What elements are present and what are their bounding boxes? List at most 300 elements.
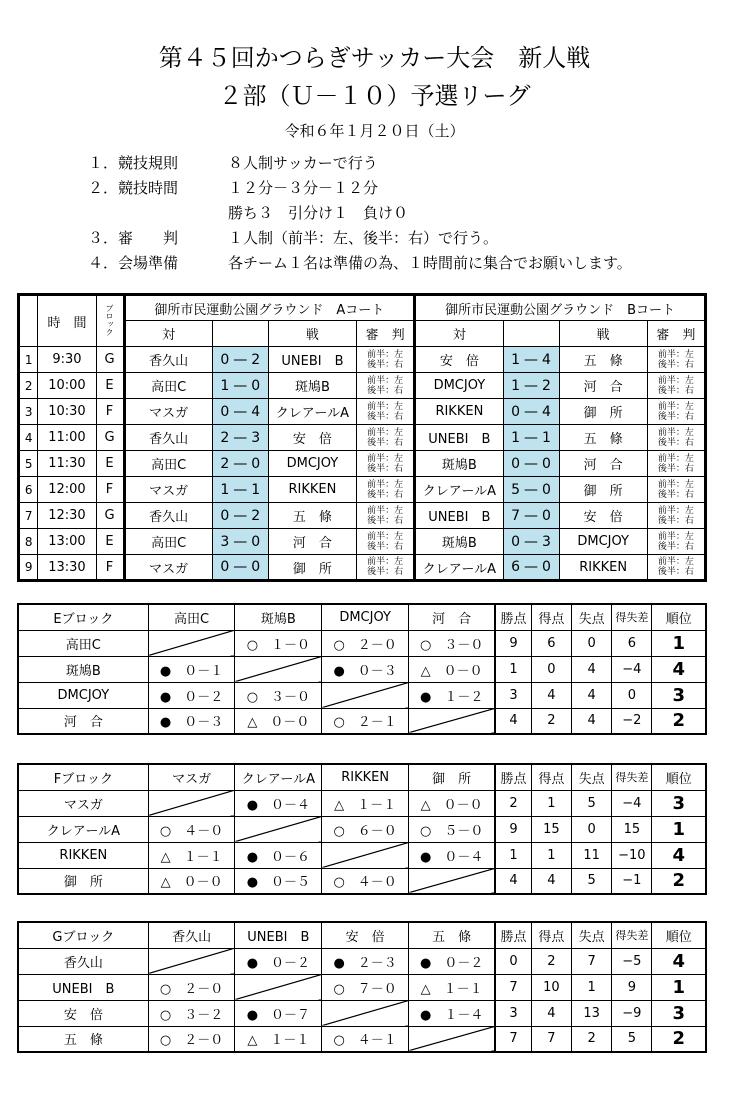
referee-first-half: 前半：左 [367,479,404,490]
opponent-header: 河 合 [409,604,496,630]
referee-second-half: 後半：右 [367,515,404,526]
court-a-away-team: 斑鳩B [268,373,356,399]
match-time: 13:00 [38,529,96,555]
match-index: 4 [19,425,38,451]
referee-first-half: 前半：左 [657,453,694,464]
away-goals: 0 [542,559,551,575]
referee-first-half: 前半：左 [367,375,404,386]
away-goals: 0 [542,455,551,472]
goals-against: 5 [572,868,612,894]
referee-first-half: 前半：左 [657,427,694,438]
court-a-referee [357,347,415,373]
away-goals: 2 [542,377,551,394]
match-index: 1 [19,347,38,373]
standings-row [18,948,706,974]
goal-difference: 6 [612,630,652,656]
referee-second-half: 後半：右 [367,385,404,396]
home-goals: 0 [220,559,230,575]
match-time: 10:00 [38,373,96,399]
header-referee: 審 判 [357,321,415,347]
court-b-score [503,425,559,451]
header-block [96,295,124,347]
court-a-away-team: 御 所 [268,555,356,581]
rule-text: 勝ち３ 引分け１ 負け０ [228,204,409,222]
score-dash: — [233,403,248,420]
match-result: ● ０－１ [148,656,235,682]
standings-row [18,974,706,1000]
match-result: ○ ４－０ [148,816,235,842]
court-a-away-team: 河 合 [268,529,356,555]
schedule-row [19,503,706,529]
home-goals: 6 [511,559,520,575]
referee-second-half: 後半：右 [657,359,694,370]
score-dash: — [233,533,248,550]
referee-second-half: 後半：右 [657,411,694,422]
match-time: 9:30 [38,347,96,373]
team-name: UNEBI B [18,974,148,1000]
goals-against: 11 [572,842,612,868]
block-g-table [17,921,707,1053]
match-result: △ ０－０ [409,790,496,816]
rule-label: ３．審 判 [88,229,179,247]
rule-text: １２分－３分－１２分 [228,179,379,197]
court-a-home-team: マスガ [124,477,212,503]
home-goals: 0 [511,403,520,420]
score-dash: — [524,533,538,550]
block-name: Fブロック [18,764,148,790]
court-a-away-team: クレアールA [268,399,356,425]
goal-difference: −4 [612,790,652,816]
self-match-diagonal [322,842,409,868]
standings-row [18,790,706,816]
header-sen: 戦 [559,321,647,347]
page-title: 第４５回かつらぎサッカー大会 新人戦 [158,44,591,72]
stat-header: 失点 [572,764,612,790]
away-goals: 4 [542,403,551,420]
goal-difference: −2 [612,708,652,734]
self-match-diagonal [409,708,496,734]
match-result: ○ ５－０ [409,816,496,842]
court-a-score [212,503,268,529]
away-goals: 2 [251,507,261,524]
referee-first-half: 前半：左 [657,479,694,490]
self-match-diagonal [148,790,235,816]
court-b-home-team: 斑鳩B [415,451,503,477]
match-result: ● ０－２ [235,948,322,974]
stat-header: 得点 [531,922,571,948]
stat-header: 順位 [652,922,706,948]
team-name: DMCJOY [18,682,148,708]
referee-second-half: 後半：右 [367,463,404,474]
referee-second-half: 後半：右 [657,463,694,474]
referee-second-half: 後半：右 [657,567,694,577]
rank: 1 [652,974,706,1000]
rank: 2 [652,708,706,734]
referee-first-half: 前半：左 [657,349,694,360]
team-name: 斑鳩B [18,656,148,682]
home-goals: 3 [220,533,230,550]
self-match-diagonal [322,682,409,708]
home-goals: 5 [511,481,520,498]
match-result: ○ ３－２ [148,1000,235,1026]
opponent-header: DMCJOY [322,604,409,630]
match-index: 5 [19,451,38,477]
rank: 4 [652,656,706,682]
goals-against: 4 [572,708,612,734]
stat-header: 勝点 [495,604,531,630]
team-name: 河 合 [18,708,148,734]
points: 2 [495,790,531,816]
schedule-row [19,555,706,581]
court-b-referee [647,399,705,425]
court-b-score [503,529,559,555]
goals-for: 2 [531,708,571,734]
points: 9 [495,630,531,656]
court-b-home-team: RIKKEN [415,399,503,425]
schedule-row [19,451,706,477]
points: 3 [495,1000,531,1026]
standings-row [18,682,706,708]
referee-first-half: 前半：左 [657,375,694,386]
goal-difference: −5 [612,948,652,974]
stat-header: 得失差 [612,764,652,790]
match-result: ● ０－２ [148,682,235,708]
match-result: ○ ２－１ [322,708,409,734]
self-match-diagonal [235,816,322,842]
standings-row [18,816,706,842]
referee-first-half: 前半：左 [657,505,694,516]
block-e-table [17,603,707,735]
goals-for: 10 [531,974,571,1000]
goals-for: 7 [531,1026,571,1052]
header-time: 時 間 [38,295,96,347]
court-a-referee [357,555,415,581]
match-index: 3 [19,399,38,425]
block-header-row [18,922,706,948]
header-vs: 対 [415,321,503,347]
schedule-row [19,347,706,373]
away-goals: 0 [542,507,551,524]
goal-difference: 5 [612,1026,652,1052]
court-a-score [212,555,268,581]
goal-difference: 9 [612,974,652,1000]
match-index: 2 [19,373,38,399]
self-match-diagonal [322,1000,409,1026]
match-result: ● １－２ [409,682,496,708]
match-block: E [96,451,124,477]
court-b-score [503,555,559,581]
court-a-away-team: RIKKEN [268,477,356,503]
home-goals: 1 [220,481,230,498]
court-a-home-team: 香久山 [124,425,212,451]
goals-against: 7 [572,948,612,974]
score-dash: — [524,377,538,394]
match-result: ● ０－４ [409,842,496,868]
header-block-label: ブロック [105,304,114,336]
away-goals: 3 [251,429,261,446]
court-a-score [212,399,268,425]
team-name: 高田C [18,630,148,656]
court-b-home-team: DMCJOY [415,373,503,399]
court-b-referee [647,477,705,503]
match-time: 12:00 [38,477,96,503]
goal-difference: −9 [612,1000,652,1026]
court-a-home-team: マスガ [124,399,212,425]
match-result: ○ ２－０ [148,974,235,1000]
court-b-home-team: UNEBI B [415,503,503,529]
match-result: ○ ２－０ [322,630,409,656]
court-b-referee [647,425,705,451]
goal-difference: 15 [612,816,652,842]
court-a-referee [357,451,415,477]
away-goals: 0 [251,559,261,575]
score-dash: — [524,455,538,472]
referee-second-half: 後半：右 [657,385,694,396]
schedule-row [19,477,706,503]
match-result: △ １－１ [322,790,409,816]
court-b-referee [647,503,705,529]
block-f-table [17,763,707,895]
stat-header: 順位 [652,764,706,790]
referee-first-half: 前半：左 [367,453,404,464]
referee-first-half: 前半：左 [367,531,404,542]
match-result: △ １－１ [235,1026,322,1052]
court-a-home-team: 高田C [124,373,212,399]
goals-for: 15 [531,816,571,842]
rule-label: １．競技規則 [88,154,179,172]
match-time: 10:30 [38,399,96,425]
team-name: 香久山 [18,948,148,974]
self-match-diagonal [235,974,322,1000]
block-name: Eブロック [18,604,148,630]
self-match-diagonal [409,868,496,894]
score-dash: — [524,351,538,368]
referee-second-half: 後半：右 [367,411,404,422]
score-dash: — [233,559,248,575]
goals-for: 6 [531,630,571,656]
court-a-header: 御所市民運動公園グラウンド Aコート [124,295,415,321]
schedule-header-row [19,295,706,321]
court-a-score [212,529,268,555]
match-result: ● ０－６ [235,842,322,868]
opponent-header: クレアールA [235,764,322,790]
match-index: 9 [19,555,38,581]
goals-against: 0 [572,630,612,656]
court-b-away-team: 五 條 [559,425,647,451]
court-b-score [503,451,559,477]
rank: 4 [652,842,706,868]
match-result: ● ０－７ [235,1000,322,1026]
court-a-home-team: マスガ [124,555,212,581]
home-goals: 1 [220,377,230,394]
court-b-home-team: クレアールA [415,477,503,503]
standings-row [18,1000,706,1026]
stat-header: 得点 [531,604,571,630]
match-time: 13:30 [38,555,96,581]
goals-for: 4 [531,868,571,894]
referee-first-half: 前半：左 [657,401,694,412]
match-schedule-table [17,293,707,582]
court-a-home-team: 香久山 [124,347,212,373]
court-a-home-team: 高田C [124,529,212,555]
score-dash: — [233,351,248,368]
referee-second-half: 後半：右 [657,515,694,526]
team-name: 安 倍 [18,1000,148,1026]
goals-for: 2 [531,948,571,974]
schedule-row [19,399,706,425]
referee-second-half: 後半：右 [367,489,404,500]
self-match-diagonal [148,630,235,656]
header-blank [212,321,268,347]
block-header-row [18,604,706,630]
score-dash: — [524,429,538,446]
match-result: △ ０－０ [235,708,322,734]
match-index: 6 [19,477,38,503]
court-b-away-team: 御 所 [559,477,647,503]
rank: 1 [652,816,706,842]
match-time: 11:30 [38,451,96,477]
court-a-referee [357,399,415,425]
referee-first-half: 前半：左 [367,349,404,360]
goal-difference: −4 [612,656,652,682]
stat-header: 順位 [652,604,706,630]
court-b-referee [647,555,705,581]
court-b-away-team: 安 倍 [559,503,647,529]
court-a-score [212,477,268,503]
standings-row [18,708,706,734]
match-result: △ １－１ [409,974,496,1000]
referee-second-half: 後半：右 [367,541,404,552]
referee-second-half: 後半：右 [367,567,404,577]
goals-against: 4 [572,656,612,682]
match-result: ● ０－４ [235,790,322,816]
court-b-referee [647,451,705,477]
self-match-diagonal [409,1026,496,1052]
court-b-referee [647,373,705,399]
court-a-referee [357,373,415,399]
match-result: ● ０－３ [148,708,235,734]
goal-difference: 0 [612,682,652,708]
rule-text: 各チーム１名は準備の為、１時間前に集合でお願いします。 [228,254,632,272]
match-result: ○ ３－０ [409,630,496,656]
court-a-referee [357,529,415,555]
score-dash: — [524,481,538,498]
goals-for: 1 [531,790,571,816]
match-block: F [96,477,124,503]
opponent-header: 安 倍 [322,922,409,948]
match-result: △ １－１ [148,842,235,868]
match-index: 8 [19,529,38,555]
stat-header: 勝点 [495,764,531,790]
court-a-home-team: 香久山 [124,503,212,529]
rank: 2 [652,868,706,894]
court-a-score [212,425,268,451]
goals-against: 5 [572,790,612,816]
match-result: ○ ６－０ [322,816,409,842]
court-b-score [503,503,559,529]
standings-row [18,630,706,656]
match-block: E [96,373,124,399]
match-result: ○ １－０ [235,630,322,656]
opponent-header: 高田C [148,604,235,630]
opponent-header: マスガ [148,764,235,790]
points: 3 [495,682,531,708]
team-name: 五 條 [18,1026,148,1052]
match-result: ○ ３－０ [235,682,322,708]
schedule-row [19,529,706,555]
match-result: ● １－４ [409,1000,496,1026]
goal-difference: −1 [612,868,652,894]
standings-row [18,868,706,894]
opponent-header: 香久山 [148,922,235,948]
goals-against: 1 [572,974,612,1000]
rank: 3 [652,1000,706,1026]
court-a-score [212,373,268,399]
stat-header: 得失差 [612,604,652,630]
opponent-header: UNEBI B [235,922,322,948]
rule-text: １人制（前半：左、後半：右）で行う。 [228,229,499,247]
court-a-referee [357,425,415,451]
match-result: ○ ７－０ [322,974,409,1000]
match-result: △ ０－０ [148,868,235,894]
goals-against: 2 [572,1026,612,1052]
stat-header: 勝点 [495,922,531,948]
goals-for: 4 [531,682,571,708]
court-b-home-team: UNEBI B [415,425,503,451]
court-b-score [503,373,559,399]
court-b-home-team: クレアールA [415,555,503,581]
goals-for: 0 [531,656,571,682]
court-b-referee [647,347,705,373]
court-b-away-team: DMCJOY [559,529,647,555]
referee-second-half: 後半：右 [657,437,694,448]
home-goals: 0 [511,533,520,550]
match-result: ● ２－３ [322,948,409,974]
points: 0 [495,948,531,974]
score-dash: — [233,377,248,394]
home-goals: 0 [220,507,230,524]
team-name: 御 所 [18,868,148,894]
home-goals: 0 [220,351,230,368]
home-goals: 0 [220,403,230,420]
away-goals: 4 [251,403,261,420]
match-time: 11:00 [38,425,96,451]
away-goals: 0 [251,377,261,394]
match-block: G [96,503,124,529]
self-match-diagonal [148,948,235,974]
header-blank [503,321,559,347]
header-vs: 対 [124,321,212,347]
referee-first-half: 前半：左 [367,557,404,567]
court-a-away-team: UNEBI B [268,347,356,373]
rank: 2 [652,1026,706,1052]
court-b-away-team: 河 合 [559,373,647,399]
away-goals: 3 [542,533,551,550]
referee-second-half: 後半：右 [367,437,404,448]
stat-header: 得失差 [612,922,652,948]
rank: 3 [652,682,706,708]
match-result: ○ ４－１ [322,1026,409,1052]
home-goals: 2 [220,429,230,446]
score-dash: — [233,481,248,498]
referee-first-half: 前半：左 [367,401,404,412]
court-b-away-team: 五 條 [559,347,647,373]
score-dash: — [233,507,248,524]
referee-second-half: 後半：右 [367,359,404,370]
opponent-header: 五 條 [409,922,496,948]
page-subtitle: ２部（Ｕ－１０）予選リーグ [218,82,531,110]
stat-header: 得点 [531,764,571,790]
